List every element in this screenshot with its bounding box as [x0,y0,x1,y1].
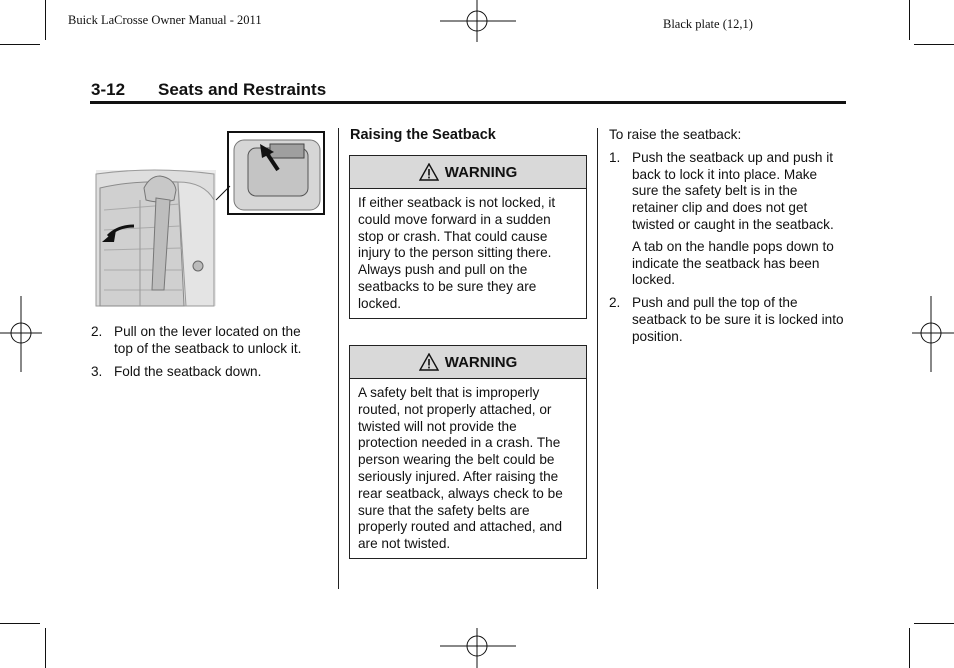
section-title: Seats and Restraints [158,80,327,99]
step-number: 1. [609,149,621,165]
column-divider [597,128,598,589]
warning-box-2 [349,345,587,559]
step-number: 2. [609,295,621,311]
crop-mark [914,44,954,45]
raising-seatback-heading: Raising the Seatback [350,127,496,143]
column-divider [338,128,339,589]
warning-box-1 [349,155,587,319]
registration-mark-left [0,296,42,372]
warning-text: A safety belt that is improperly routed, not properly attached, or twisted will not provide the protection needed in a crash. The person wearing the belt could be seriously injured. After raising the rear seatback, always check to be sure that the safety belts are properly routed and attached, and are not twisted. [358,385,563,552]
section-number: 3-12 [91,80,126,99]
crop-mark [0,623,40,624]
section-heading [91,80,326,100]
registration-mark-right [912,296,954,372]
left-steps [91,324,323,386]
crop-mark [45,628,46,668]
crop-mark [914,623,954,624]
warning-header [350,156,586,189]
step-text: Push the seatback up and push it back to lock it into place. Make sure the safety belt is in the retainer clip and does not get twisted or caught in the seatback. [632,149,834,232]
intro-text: To raise the seatback: [609,127,742,142]
warning-text: If either seatback is not locked, it could move forward in a sudden stop or crash. That could cause injury to the person sitting there. Always push and pull on the seatbacks to be sure they are locked. [358,195,556,311]
warning-header [350,346,586,379]
warning-exclamation-icon [419,353,439,371]
warning-label: WARNING [444,163,518,181]
list-item [609,295,845,345]
left-step-list [91,324,323,380]
list-item [91,324,323,358]
registration-mark-top [440,0,516,42]
registration-mark-bottom [440,628,516,668]
crop-mark [0,44,40,45]
lever-inset [228,132,324,214]
section-rule [90,101,846,104]
step-number: 2. [91,324,103,339]
rear-seatback-lever-illustration [94,130,326,308]
list-item [609,150,845,289]
step-number: 3. [91,363,103,379]
warning-label: WARNING [444,353,518,371]
step-note: A tab on the handle pops down to indicate the seatback has been locked. [632,238,834,288]
right-step-list [609,150,845,346]
manual-title: Buick LaCrosse Owner Manual - 2011 [68,13,262,27]
plate-label: Black plate (12,1) [663,17,753,31]
crop-mark [909,0,910,40]
crop-mark [45,0,46,40]
step-text: Pull on the lever located on the top of the seatback to unlock it. [114,324,302,356]
list-item [91,364,323,381]
warning-exclamation-icon [419,163,439,181]
step-text: Fold the seatback down. [114,363,262,379]
crop-mark [909,628,910,668]
right-column [609,127,845,352]
step-text: Push and pull the top of the seatback to be sure it is locked into position. [632,295,844,344]
seat-scene [96,170,216,306]
